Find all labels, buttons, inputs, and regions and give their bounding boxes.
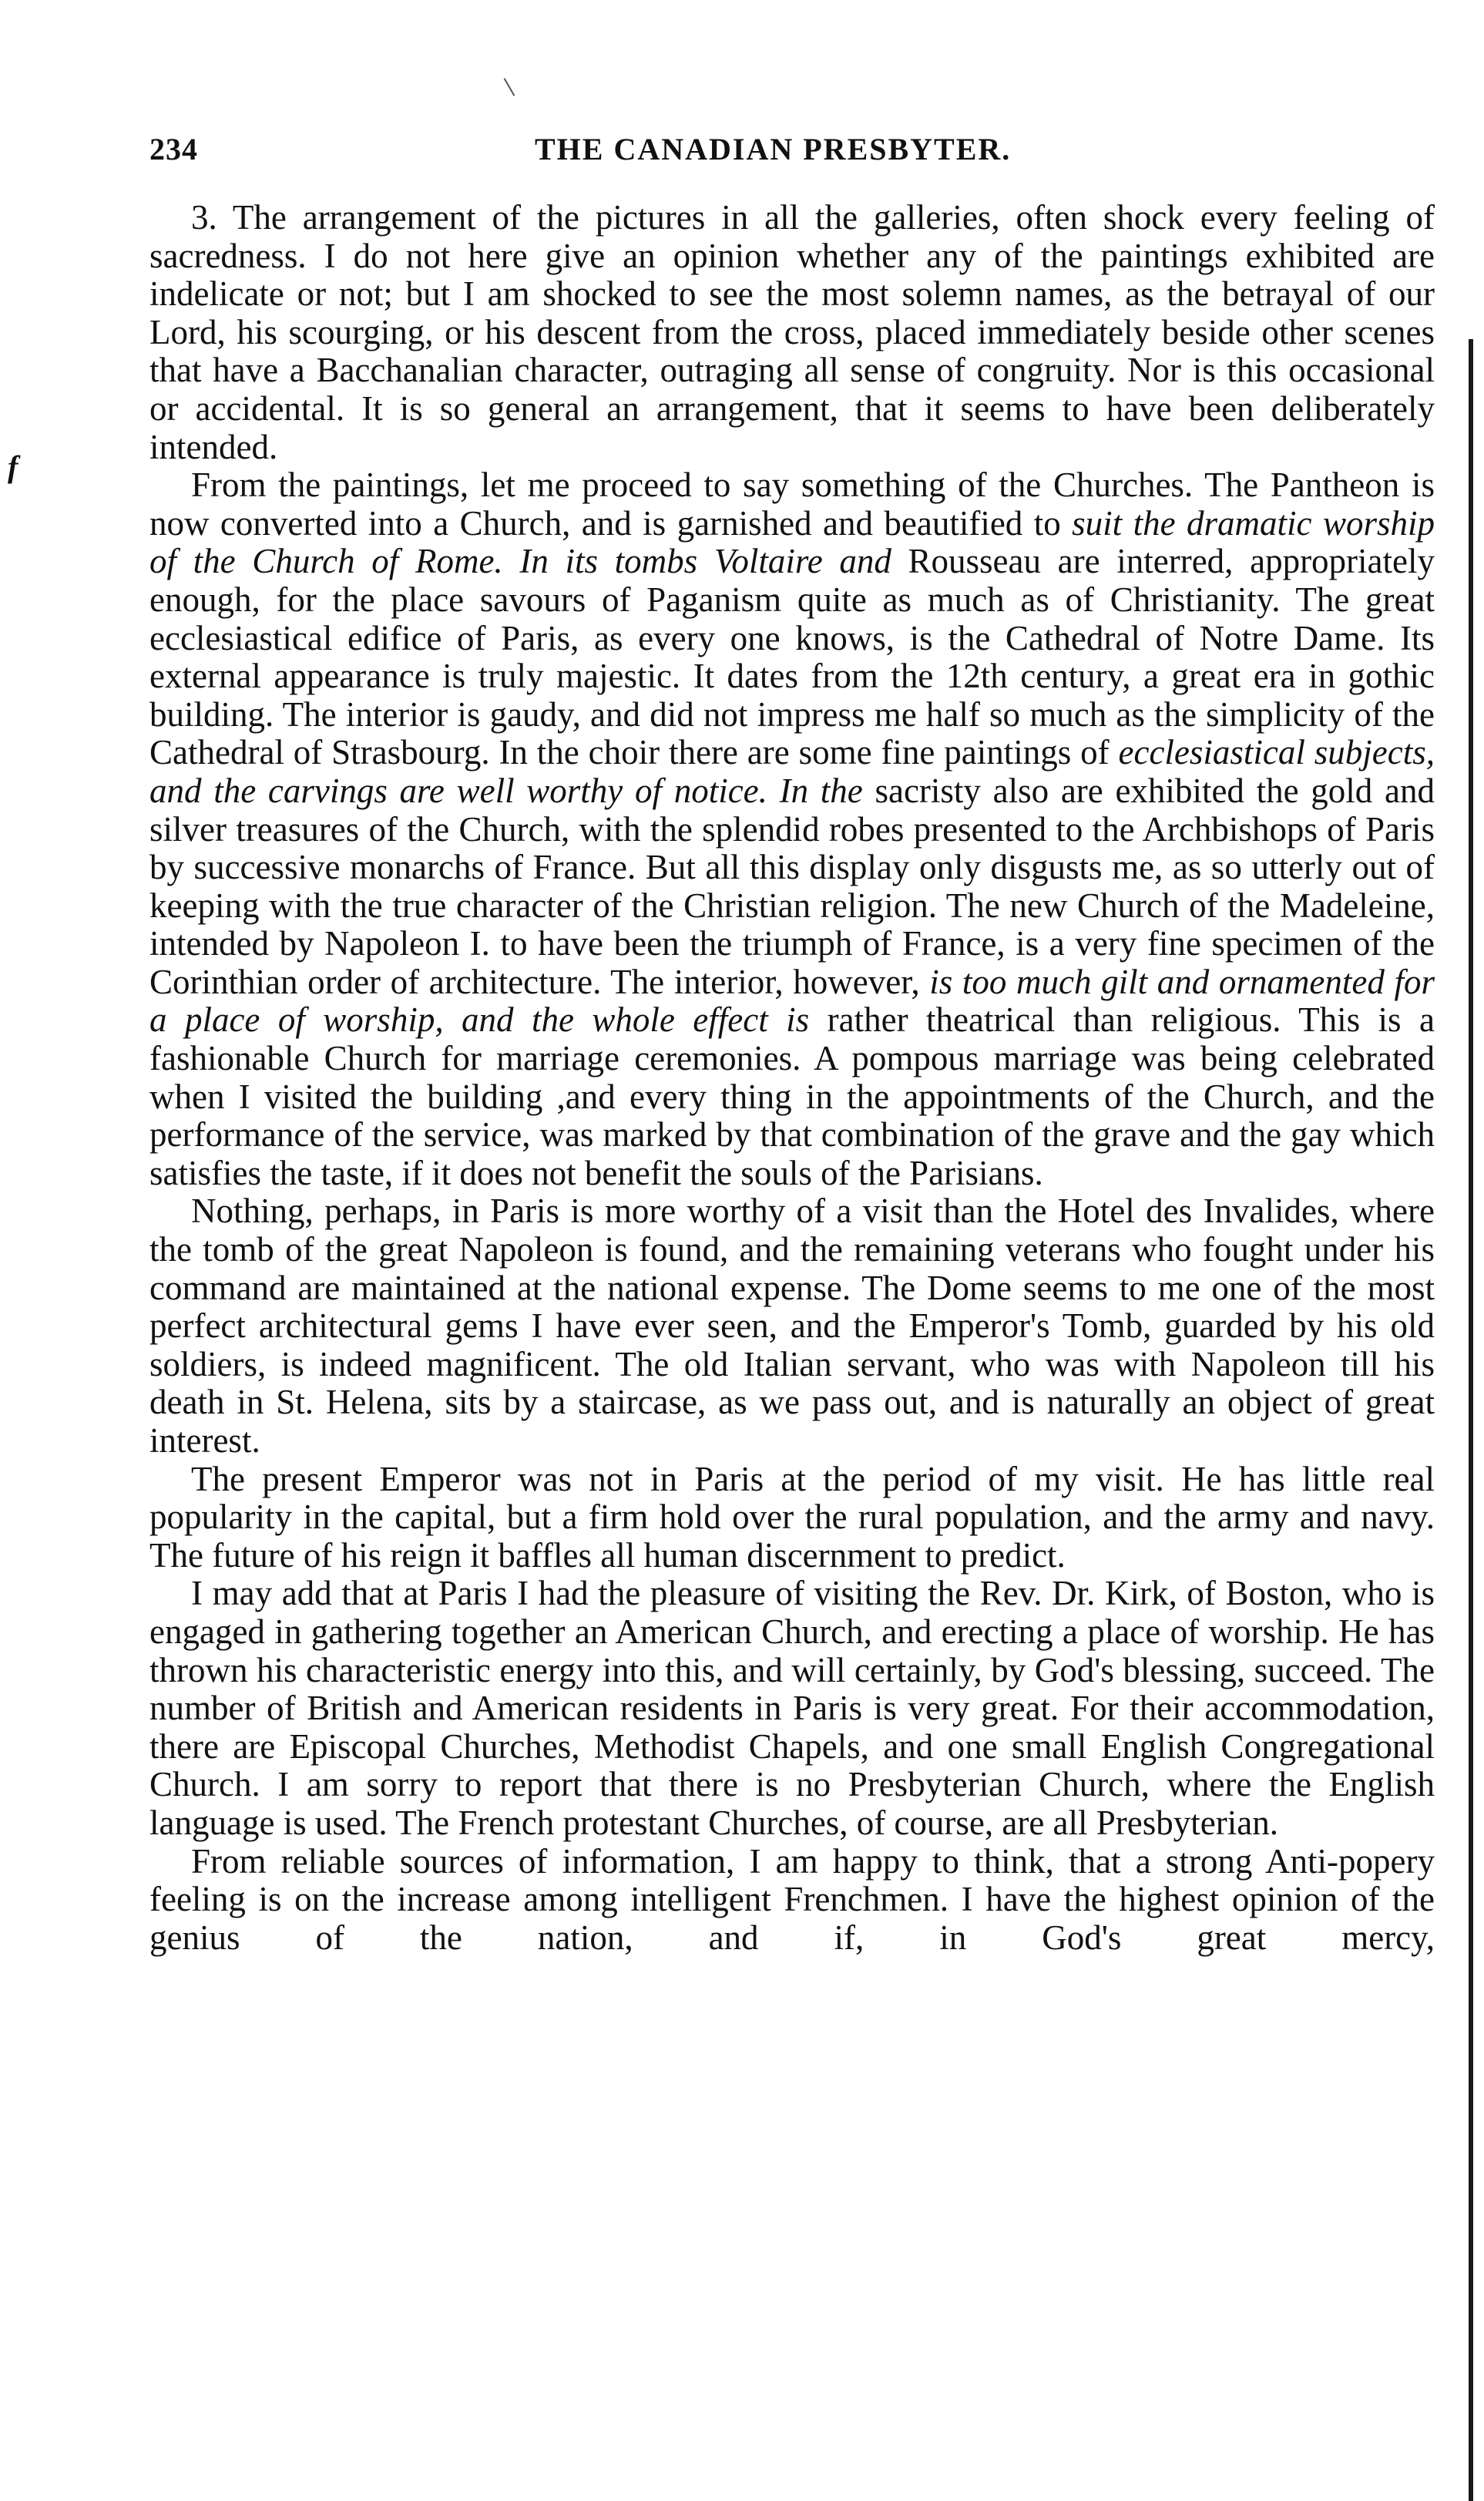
text-run: From reliable sources of information, I am happy to think, that a strong Anti-popery feeling is on the increase among intelligent Frenchmen. I have the highest opinion of the genius of the nation, and if, in God's great mercy, [149,1841,1435,1957]
text-run: sacristy also are exhibited the gold and silver treasures of the Church, with the splendid robes presented to the Archbishops of Paris by successive monarchs of France. But all this display only disgusts me, as so utterly out of keeping with the true character of the Christian religion. The new Church of the Madeleine, intended by Napoleon I. to have been the triumph of France, is a very fine specimen of the Corinthian order of architecture. The interior, however, [149,771,1435,1001]
paragraph-dr-kirk [149,1575,1435,1842]
italic-text-run: is too much gilt and ornamented for a place of worship, and the whole effect is [149,962,1435,1040]
scan-edge-rule [1469,339,1473,2501]
margin-mark: f [8,449,18,484]
text-run: Nothing, perhaps, in Paris is more worthy of a visit than the Hotel des Invalides, where the tomb of the great Napoleon is found, and the remaining veterans who fought under his command are maintained at the national expense. The Dome seems to me one of the most perfect architectural gems I have ever seen, and the Emperor's Tomb, guarded by his old soldiers, is indeed magnificent. The old Italian servant, who was with Napoleon till his death in St. Helena, sits by a staircase, as we pass out, and is naturally an object of great interest. [149,1192,1435,1460]
stray-ink-mark [504,78,515,96]
paragraph-churches [149,466,1435,1192]
paragraph-invalides [149,1192,1435,1460]
text-run: Rousseau are interred, appropriately enough, for the place savours of Paganism quite as much as of Christianity. The great ecclesiastical edifice of Paris, as every one knows, is the Cathedral of Notre Dame. Its external appearance is truly majestic. It dates from the 12th century, a great era in gothic building. The interior is gaudy, and did not impress me half so much as the simplicity of the Cathedral of Strasbourg. In the choir there are some fine paintings of [149,542,1435,772]
article-body [149,199,1435,1957]
paragraph-gallery-arrangement [149,199,1435,466]
italic-text-run: ecclesiastical subjects, and the carvings are well worthy of notice. In the [149,733,1435,810]
italic-text-run: suit the dramatic worship of the Church of Rome. In its tombs Voltaire and [149,503,1435,581]
text-run: The present Emperor was not in Paris at the period of my visit. He has little real popularity in the capital, but a firm hold over the rural population, and the army and navy. The future of his reign it baffles all human discernment to predict. [149,1459,1435,1575]
text-run: rather theatrical than religious. This is a fashionable Church for marriage ceremonies. A pompous marriage was being celebrated when I visited the building ,and every thing in the appointments of the Church, and the performance of the service, was marked by that combination of the grave and the gay which satisfies the taste, if it does not benefit the souls of the Parisians. [149,1000,1435,1192]
text-run: 3. The arrangement of the pictures in all the galleries, often shock every feeling of sacredness. I do not here give an opinion whether any of the paintings exhibited are indelicate or not; but I am shocked to see the most solemn names, as the betrayal of our Lord, his scourging, or his descent from the cross, placed immediately beside other scenes that have a Bacchanalian character, outraging all sense of congruity. Nor is this occasional or accidental. It is so general an arrangement, that it seems to have been deliberately intended. [149,198,1435,466]
running-head [149,131,1413,177]
paragraph-anti-popery [149,1843,1435,1958]
page-number: 234 [149,132,198,166]
journal-title: THE CANADIAN PRESBYTER. [535,132,1012,166]
text-run: I may add that at Paris I had the pleasure of visiting the Rev. Dr. Kirk, of Boston, who is engaged in gathering together an American Church, and erecting a place of worship. He has thrown his characteristic energy into this, and will certainly, by God's blessing, succeed. The number of British and American residents in Paris is very great. For their accommodation, there are Episcopal Churches, Methodist Chapels, and one small English Congregational Church. I am sorry to report that there is no Presbyterian Church, where the English language is used. The French protestant Churches, of course, are all Presbyterian. [149,1574,1435,1842]
paragraph-emperor [149,1461,1435,1575]
text-run: From the paintings, let me proceed to say something of the Churches. The Pantheon is now converted into a Church, and is garnished and beautified to [149,466,1435,543]
